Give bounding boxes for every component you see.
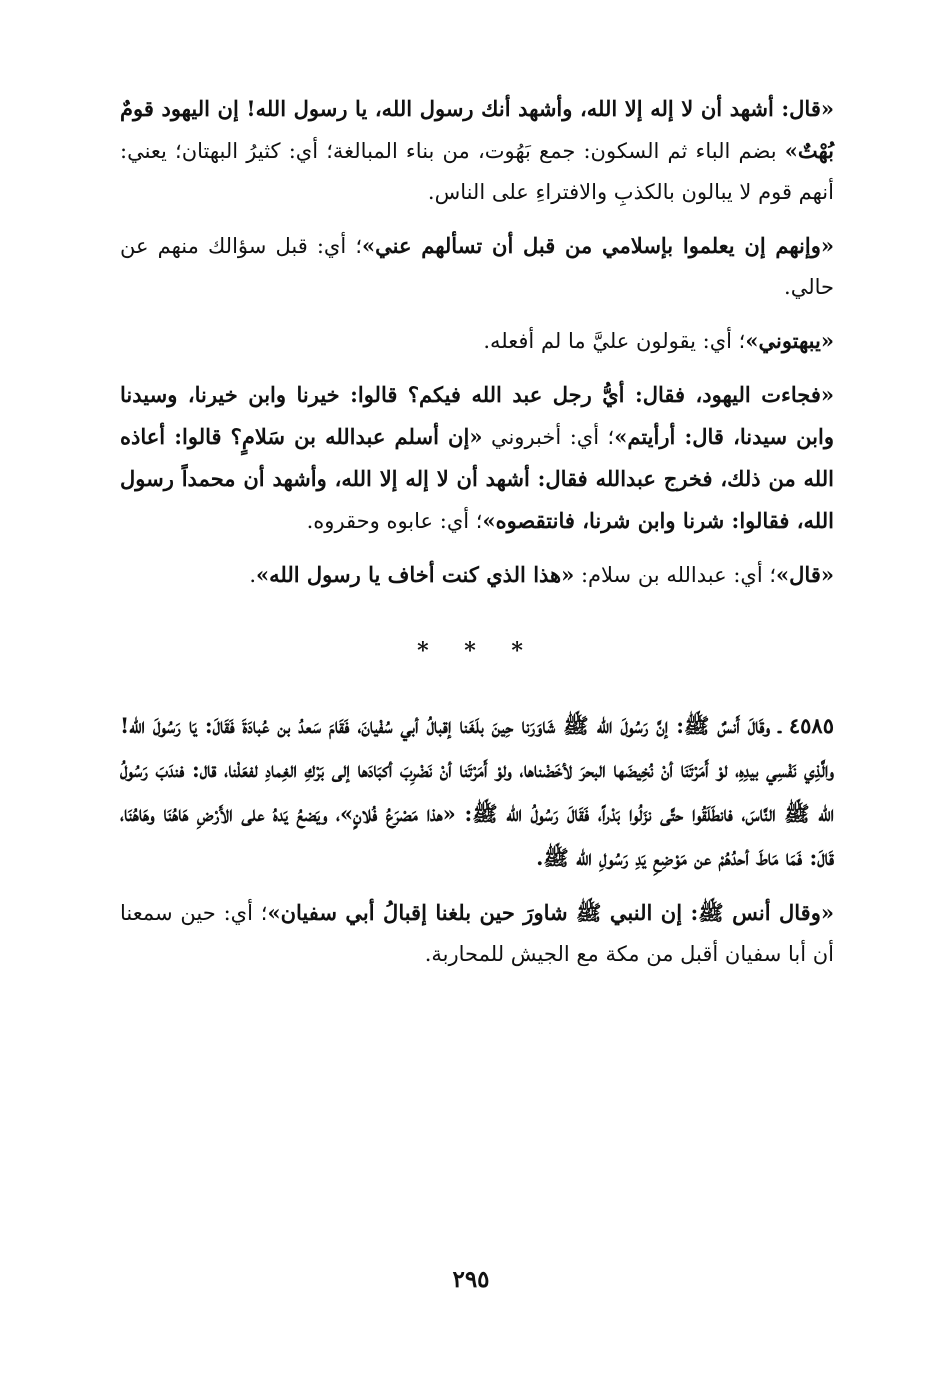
hadith-quote: «قال» [776,562,834,587]
commentary-paragraph-6 [120,892,834,975]
section-separator: * * * [417,638,537,664]
commentary-text: ؛ أي: عبدالله بن سلام: [574,563,777,587]
commentary-text-2: ؛ أي: عابوه وحقروه. [306,509,483,533]
hadith-quote: «قال: أشهد أن لا إله إلا الله، وأشهد أنك رسول الله، يا رسول الله! إن اليهود قومٌ بُهْتٌ» [120,96,834,163]
hadith-quote: «وإنهم إن يعلموا بإسلامي من قبل أن تسألهم عني» [362,233,835,258]
commentary-paragraph-4 [120,374,834,542]
page-content [120,88,834,987]
commentary-text: ؛ أي: يقولون عليَّ ما لم أفعله. [483,329,746,353]
hadith-text: ٤٥٨٥ ـ وقَالَ أَنسٌ ﷺ: إنَّ رَسُولَ الله ﷺ شَاوَرَنا حِينَ بلَغَنا إقبالُ أبي سُفْيانَ، فَقَامَ سَعدُ بن عُبادَةَ فَقَالَ: يَا رَسُولَ الله! والَّذِي نَفْسِي بيدِهِ، لوْ أَمَرْتَنَا أنْ نُخِيضَها البحرَ لأخَضْناها، ولوْ أَمَرْتَنا أنْ نَضْرِبَ أكبَادَها إلى بَرْكِ الغِمادِ لفعَلْنا، قال: فندَبَ رَسُولُ الله ﷺ النَّاسَ، فانطَلَقُوا حتَّى نزَلُوا بَدْراً، فَقَالَ رَسُولُ الله ﷺ: «هذا مَصْرَعُ فُلانٍ»، ويَضعُ يَدهُ على الأَرْضِ هَاهُنَا وهَاهُنَا، قَالَ: فَمَا مَاطَ أحدُهُمْ عن مَوْضِعِ يَدِ رَسُولِ الله ﷺ. [120,713,834,870]
hadith-quote-2: «إن أسلم عبدالله بن سَلامٍ؟ قالوا: أعاذه الله من ذلك، فخرج عبدالله فقال: أشهد أن لا إله إلا الله، وأشهد أن محمداً رسول الله، فقالوا: شرنا وابن شرنا، فانتقصوه» [120,424,834,533]
hadith-quote-2: «هذا الذي كنت أخاف يا رسول الله» [256,562,575,587]
commentary-text: ؛ أي: حين سمعنا أن أبا سفيان أقبل من مكة مع الجيش للمحاربة. [120,901,834,966]
hadith-quote: «يبهتوني» [745,328,834,353]
page-number: ٢٩٥ [452,1266,490,1293]
commentary-paragraph-1 [120,88,834,213]
commentary-paragraph-5 [120,554,834,596]
hadith-quote: «فجاءت اليهود، فقال: أيُّ رجل عبد الله فيكم؟ قالوا: خيرنا وابن خيرنا، وسيدنا وابن سيدنا، قال: أرأيتم» [120,382,834,449]
commentary-text: بضم الباء ثم السكون: جمع بَهُوت، من بناء المبالغة؛ أي: كثيرُ البهتان؛ يعني: أنهم قوم لا يبالون بالكذبِ والافتراءِ على الناس. [120,139,834,204]
commentary-paragraph-2 [120,225,834,308]
hadith-quote: «وقال أنس ﷺ: إن النبي ﷺ شاورَ حين بلغنا إقبالُ أبي سفيان» [267,900,834,925]
commentary-text: ؛ أي: أخبروني [482,425,615,449]
commentary-paragraph-3 [120,320,834,362]
commentary-text-2: . [249,563,257,587]
commentary-text: ؛ أي: قبل سؤالك منهم عن حالي. [120,234,834,299]
